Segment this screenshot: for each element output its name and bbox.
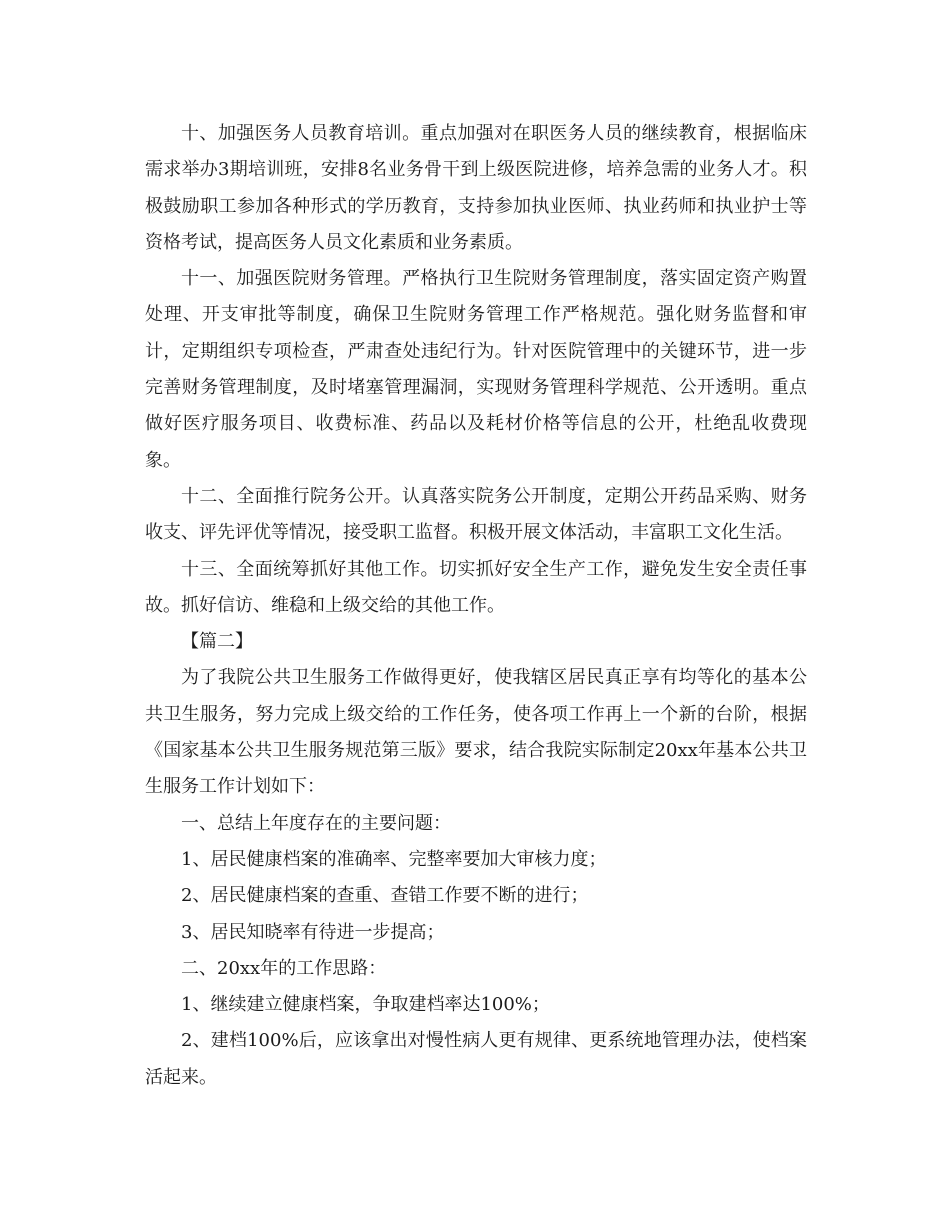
list-item: 1、继续建立健康档案，争取建档率达100%； [181, 994, 550, 1016]
subheading-problems: 一、总结上年度存在的主要问题： [181, 812, 451, 834]
list-item: 3、居民知晓率有待进一步提高； [181, 921, 445, 943]
list-item: 1、居民健康档案的准确率、完整率要加大审核力度； [181, 848, 607, 870]
list-item: 2、建档100%后，应该拿出对慢性病人更有规律、更系统地管理办法，使档案活起来。 [145, 1030, 807, 1088]
paragraph-disclosure: 十二、全面推行院务公开。认真落实院务公开制度，定期公开药品采购、财务收支、评先评优等情况，接受职工监督。积极开展文体活动，丰富职工文化生活。 [145, 485, 807, 544]
section-heading: 【篇二】 [181, 631, 253, 653]
paragraph-intro: 为了我院公共卫生服务工作做得更好，使我辖区居民真正享有均等化的基本公共卫生服务，努力完成上级交给的工作任务，使各项工作再上一个新的台阶，根据《国家基本公共卫生服务规范第三版》要求，结合我院实际制定20xx年基本公共卫生服务工作计划如下： [145, 667, 807, 798]
list-item: 2、居民健康档案的查重、查错工作要不断的进行； [181, 885, 589, 907]
paragraph-other-work: 十三、全面统筹抓好其他工作。切实抓好安全生产工作，避免发生安全责任事故。抓好信访、维稳和上级交给的其他工作。 [145, 558, 807, 616]
paragraph-finance: 十一、加强医院财务管理。严格执行卫生院财务管理制度，落实固定资产购置处理、开支审批等制度，确保卫生院财务管理工作严格规范。强化财务监督和审计，定期组织专项检查，严肃查处违纪行为。针对医院管理中的关键环节，进一步完善财务管理制度，及时堵塞管理漏洞，实现财务管理科学规范、公开透明。重点做好医疗服务项目、收费标准、药品以及耗材价格等信息的公开，杜绝乱收费现象。 [145, 268, 807, 471]
document-body [145, 116, 807, 1096]
paragraph-training: 十、加强医务人员教育培训。重点加强对在职医务人员的继续教育，根据临床需求举办3期培训班，安排8名业务骨干到上级医院进修，培养急需的业务人才。积极鼓励职工参加各种形式的学历教育，支持参加执业医师、执业药师和执业护士等资格考试，提高医务人员文化素质和业务素质。 [145, 123, 807, 253]
subheading-approach: 二、20xx年的工作思路： [181, 957, 387, 979]
